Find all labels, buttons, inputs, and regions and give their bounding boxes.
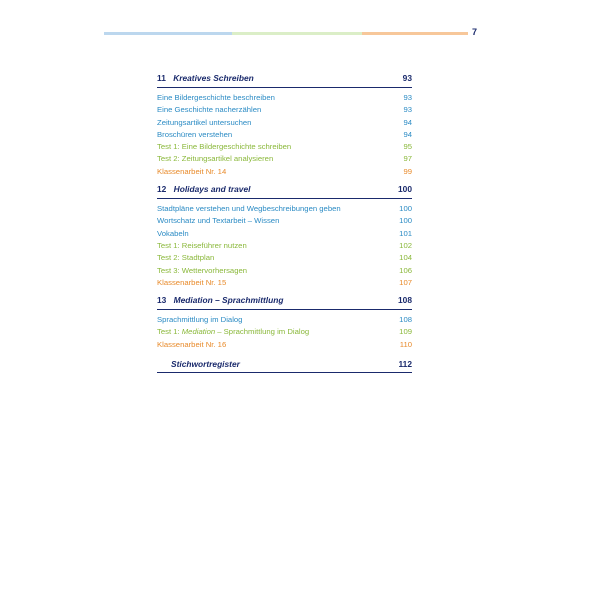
entry-page: 110 bbox=[399, 339, 412, 349]
toc-entry-test[interactable] bbox=[157, 141, 412, 153]
entry-text: Wortschatz und Textarbeit – Wissen bbox=[157, 216, 280, 226]
entry-text-suffix: – Sprachmittlung im Dialog bbox=[215, 327, 310, 337]
toc-section-12 bbox=[157, 184, 412, 289]
entry-text: Klassenarbeit Nr. 15 bbox=[157, 277, 227, 287]
entry-text: Vokabeln bbox=[157, 228, 189, 238]
entry-text: Sprachmittlung im Dialog bbox=[157, 315, 243, 325]
entry-page: 100 bbox=[399, 204, 412, 214]
entry-page: 108 bbox=[399, 315, 412, 325]
toc-section-11 bbox=[157, 73, 412, 178]
entry-text: Broschüren verstehen bbox=[157, 129, 233, 139]
entry-page: 94 bbox=[403, 129, 412, 139]
entry-text: Test 1: Reiseführer nutzen bbox=[157, 240, 247, 250]
entry-text: Klassenarbeit Nr. 14 bbox=[157, 166, 227, 176]
toc-entry-test[interactable] bbox=[157, 252, 412, 264]
section-page: 100 bbox=[398, 184, 412, 195]
toc-entry[interactable] bbox=[157, 92, 412, 104]
entry-page: 100 bbox=[399, 216, 412, 226]
toc-entry-test[interactable] bbox=[157, 240, 412, 252]
section-heading[interactable] bbox=[157, 295, 412, 310]
page-number: 7 bbox=[472, 27, 478, 37]
entry-page: 109 bbox=[399, 327, 412, 337]
section-heading[interactable] bbox=[157, 184, 412, 199]
header-bar-blue bbox=[104, 32, 232, 35]
toc-entry-test[interactable] bbox=[157, 265, 412, 277]
section-title: Holidays and travel bbox=[173, 184, 251, 195]
entry-page: 95 bbox=[403, 142, 412, 152]
entry-text-italic: Mediation bbox=[181, 327, 216, 337]
header-bar-orange bbox=[362, 32, 468, 35]
entry-text: Eine Bildergeschichte beschreiben bbox=[157, 93, 275, 102]
entry-text: Stadtpläne verstehen und Wegbeschreibungen geben bbox=[157, 204, 341, 214]
entry-text: Eine Geschichte nacherzählen bbox=[157, 105, 262, 115]
entry-text: Test 2: Zeitungsartikel analysieren bbox=[157, 154, 274, 164]
entry-page: 97 bbox=[403, 154, 412, 164]
section-title: Kreatives Schreiben bbox=[173, 73, 254, 83]
index-page: 112 bbox=[398, 359, 412, 370]
entry-page: 93 bbox=[403, 105, 412, 115]
entry-page: 99 bbox=[403, 166, 412, 176]
table-of-contents bbox=[157, 73, 412, 373]
header-bar-green bbox=[232, 32, 362, 35]
entry-page: 107 bbox=[399, 277, 412, 287]
index-title: Stichwortregister bbox=[171, 359, 240, 370]
entry-page: 102 bbox=[399, 240, 412, 250]
section-page: 108 bbox=[398, 295, 412, 306]
section-heading[interactable] bbox=[157, 73, 412, 88]
entry-text: Test 1: Eine Bildergeschichte schreiben bbox=[157, 142, 292, 152]
toc-entry[interactable] bbox=[157, 314, 412, 326]
toc-entry[interactable] bbox=[157, 228, 412, 240]
section-number: 11 bbox=[157, 73, 166, 83]
section-number: 12 bbox=[157, 184, 167, 195]
entry-text-prefix: Test 1: bbox=[157, 327, 182, 337]
entry-text: Test 2: Stadtplan bbox=[157, 253, 215, 263]
toc-entry[interactable] bbox=[157, 215, 412, 227]
entry-page: 93 bbox=[403, 93, 412, 102]
section-number: 13 bbox=[157, 295, 167, 306]
toc-entry-exam[interactable] bbox=[157, 339, 412, 351]
entry-page: 94 bbox=[403, 117, 412, 127]
toc-entry-test[interactable] bbox=[157, 326, 412, 338]
section-page: 93 bbox=[402, 73, 412, 83]
toc-entry[interactable] bbox=[157, 117, 412, 129]
toc-entry-test[interactable] bbox=[157, 153, 412, 165]
toc-entry-exam[interactable] bbox=[157, 277, 412, 289]
toc-entry[interactable] bbox=[157, 129, 412, 141]
entry-text: Zeitungsartikel untersuchen bbox=[157, 117, 252, 127]
entry-page: 106 bbox=[399, 265, 412, 275]
entry-text: Test 3: Wettervorhersagen bbox=[157, 265, 248, 275]
entry-page: 104 bbox=[399, 253, 412, 263]
entry-page: 101 bbox=[399, 228, 412, 238]
toc-entry[interactable] bbox=[157, 203, 412, 215]
toc-entry-exam[interactable] bbox=[157, 166, 412, 178]
entry-text: Klassenarbeit Nr. 16 bbox=[157, 339, 227, 349]
index-heading[interactable] bbox=[157, 359, 412, 373]
entry-text bbox=[157, 326, 309, 338]
section-title: Mediation – Sprachmittlung bbox=[173, 295, 284, 306]
toc-entry[interactable] bbox=[157, 104, 412, 116]
toc-section-13 bbox=[157, 295, 412, 351]
